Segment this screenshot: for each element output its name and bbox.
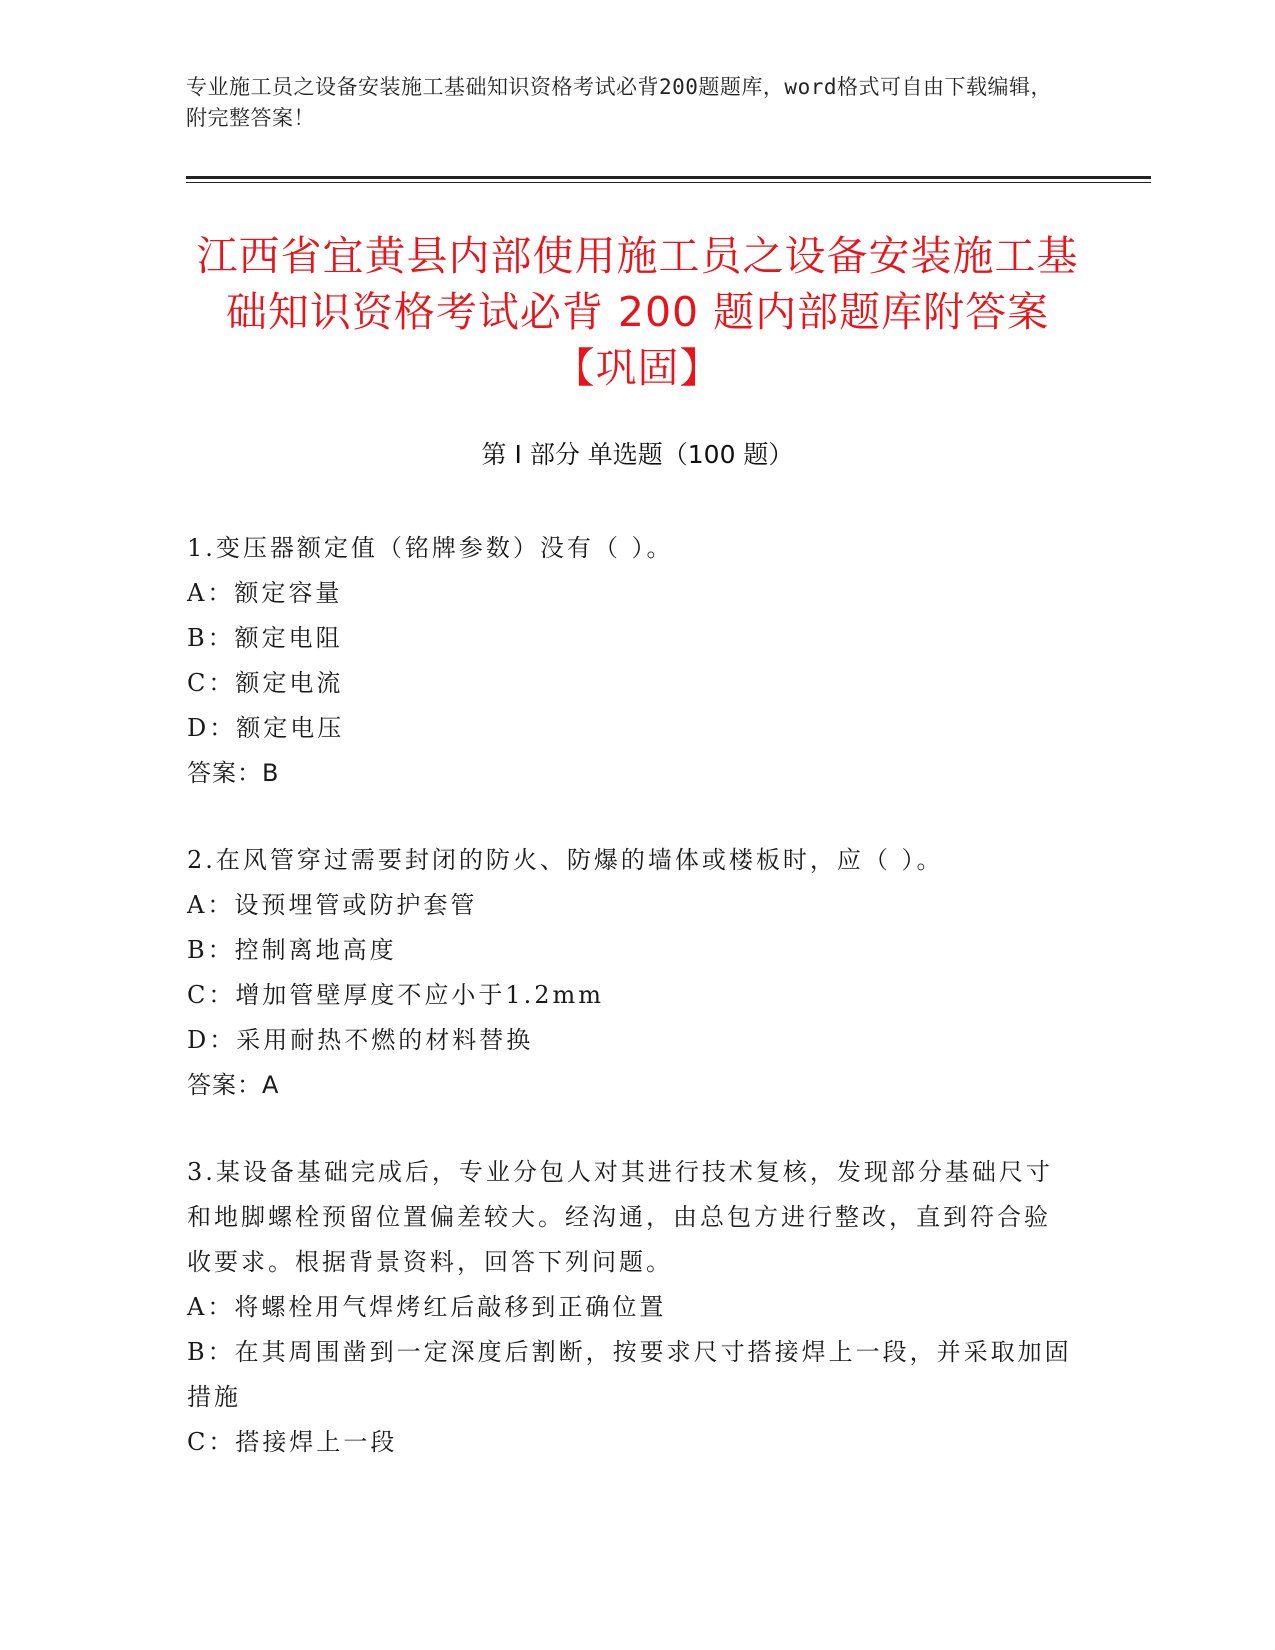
header-rule-thick bbox=[186, 176, 1151, 179]
question-stem: 1.变压器额定值（铭牌参数）没有（ ）。 bbox=[187, 534, 674, 562]
question-2 bbox=[187, 838, 1077, 1108]
question-option-a: A：额定容量 bbox=[187, 579, 343, 607]
question-option-c: C：增加管壁厚度不应小于1.2mm bbox=[187, 981, 605, 1009]
question-option-a: A：将螺栓用气焊烤红后敲移到正确位置 bbox=[187, 1293, 667, 1321]
question-option-c: C：额定电流 bbox=[187, 669, 344, 697]
question-stem: 3.某设备基础完成后，专业分包人对其进行技术复核，发现部分基础尺寸和地脚螺栓预留位置偏差较大。经沟通，由总包方进行整改，直到符合验收要求。根据背景资料，回答下列问题。 bbox=[187, 1158, 1053, 1276]
header-rule-thin bbox=[186, 182, 1151, 183]
question-option-d: D：额定电压 bbox=[187, 714, 345, 742]
question-option-b: B：额定电阻 bbox=[187, 624, 343, 652]
header-note: 专业施工员之设备安装施工基础知识资格考试必背200题题库，word格式可自由下载编辑，附完整答案！ bbox=[186, 75, 1052, 130]
section-title: 第 I 部分 单选题（100 题） bbox=[481, 440, 794, 469]
question-option-b: B：控制离地高度 bbox=[187, 936, 397, 964]
question-option-c: C：搭接焊上一段 bbox=[187, 1428, 398, 1456]
question-option-b: B：在其周围凿到一定深度后割断，按要求尺寸搭接焊上一段，并采取加固措施 bbox=[187, 1338, 1072, 1411]
question-stem: 2.在风管穿过需要封闭的防火、防爆的墙体或楼板时，应（ ）。 bbox=[187, 846, 944, 874]
question-option-a: A：设预埋管或防护套管 bbox=[187, 891, 478, 919]
question-1 bbox=[187, 526, 1077, 796]
document-title: 江西省宜黄县内部使用施工员之设备安装施工基础知识资格考试必背 200 题内部题库附答案【巩固】 bbox=[196, 232, 1079, 392]
question-answer: 答案：B bbox=[187, 759, 280, 787]
question-option-d: D：采用耐热不燃的材料替换 bbox=[187, 1026, 534, 1054]
question-list bbox=[187, 526, 1077, 1507]
question-3 bbox=[187, 1150, 1077, 1465]
question-answer: 答案：A bbox=[187, 1071, 280, 1099]
